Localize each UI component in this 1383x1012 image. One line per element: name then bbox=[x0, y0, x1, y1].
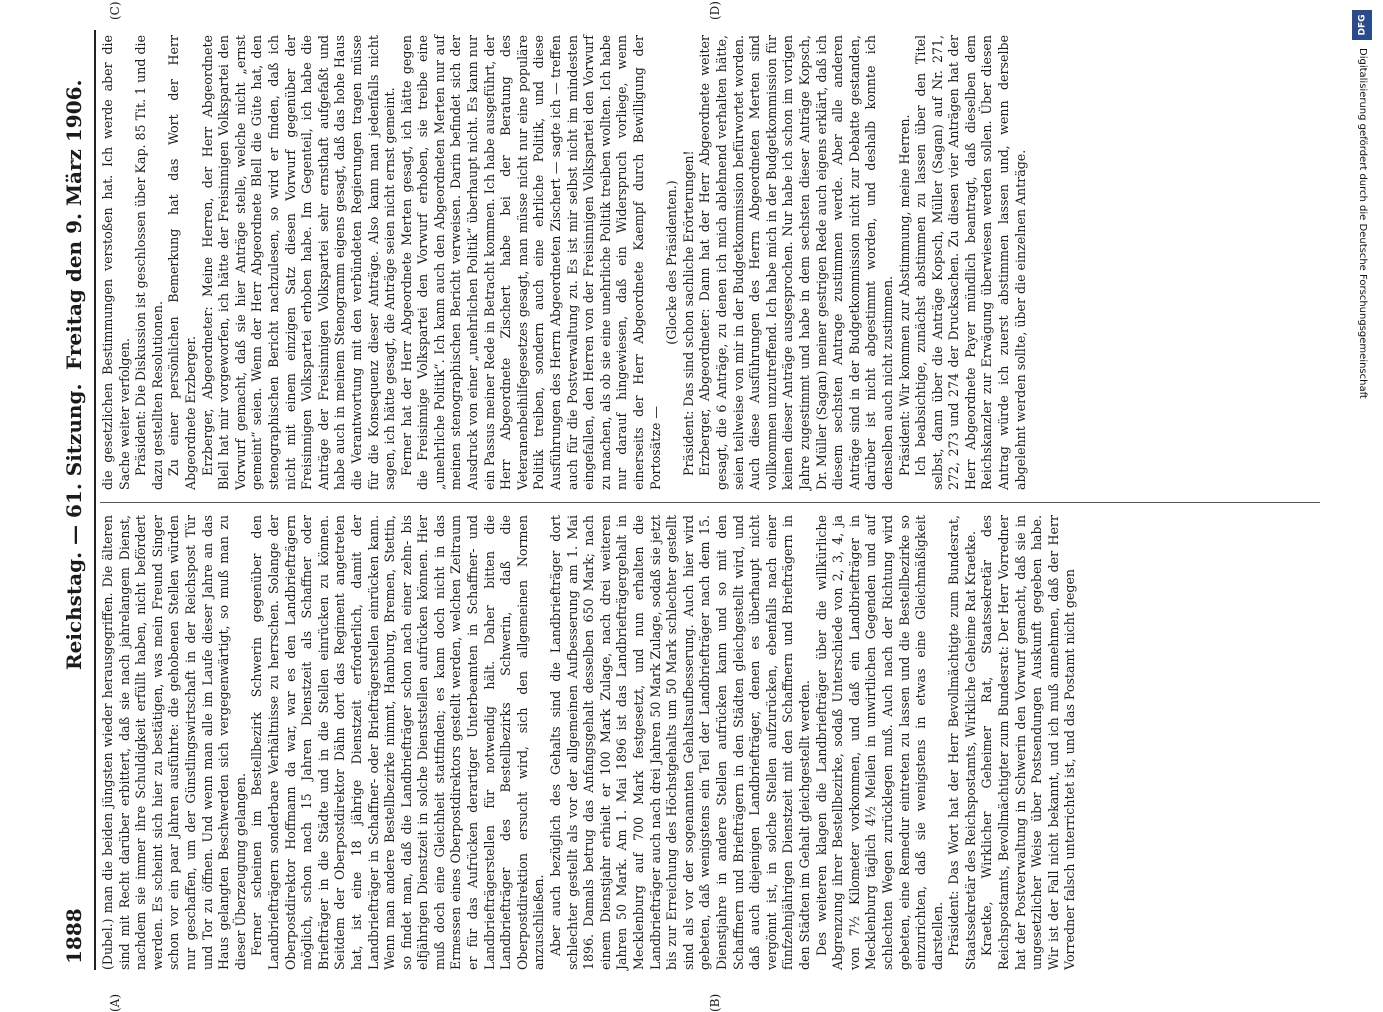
paragraph: (Dubel.) man die beiden jüngsten wieder herausgegriffen. Die älteren sind mit Recht darüber erbittert, daß sie nach jahrelangem Dienst, nachdem sie immer ihre Schuldigkeit erfüllt haben, nicht befördert werden. Es scheint sich hier zu bestätigen, was mein Freund Singer schon vor ein paar Jahren ausführte: die gehobenen Stellen würden nur geschaffen, um der Günstlingswirtschaft in der Reichspost Tür und Tor zu öffnen. Und wenn man alle im Laufe dieser Jahre an das Haus gelangten Beschwerden sich vergegenwärtigt, so muß man zu dieser Überzeugung gelangen. bbox=[100, 515, 248, 970]
left-column bbox=[100, 515, 1079, 970]
paragraph: Ferner scheinen im Bestellbezirk Schwerin gegenüber den Landbriefträgern sonderbare Verhältnisse zu herrschen. Solange der Oberpostdirektor Hoffmann da war, war es den Landbriefträgern möglich, schon nach 15 Jahren Dienstzeit als Schaffner oder Briefträger in die Städte und in die Stellen einrücken zu können. Seitdem der Oberpostdirektor Dähn dort das Regiment angetreten hat, ist eine 18 jährige Dienstzeit erforderlich, damit der Landbriefträger in Schaffner- oder Briefträgerstellen einrücken kann. Wenn man andere Bestellbezirke nimmt, Hamburg, Bremen, Stettin, so findet man, daß die Landbriefträger schon nach einer zehn- bis elfjährigen Dienstzeit in solche Dienststellen aufrücken können. Hier muß doch eine Gleichheit stattfinden; es kann doch nicht in das Ermessen eines Oberpostdirektors gestellt werden, welchen Zeitraum er für das Aufrücken derartiger Unterbeamten in Schaffner- und Landbriefträgerstellen für notwendig hält. Daher bitten die Landbriefträger des Bestellbezirks Schwerin, daß die Oberpostdirektion ersucht wird, sich den allgemeinen Normen anzuschließen. bbox=[249, 515, 547, 970]
paragraph: Präsident: Wir kommen zur Abstimmung, meine Herren. bbox=[896, 114, 912, 476]
paragraph: Zu einer persönlichen Bemerkung hat das Wort der Herr Abgeordnete Erzberger. bbox=[166, 35, 198, 490]
credit-text: Digitalisierung gefördert durch die Deutsche Forschungsgemeinschaft bbox=[1357, 48, 1368, 399]
rotated-page-content bbox=[58, 1, 1328, 1012]
margin-mark-d: (D) bbox=[708, 1, 722, 20]
paragraph: Aber auch bezüglich des Gehalts sind die Landbriefträger dort schlechter gestellt als vor der allgemeinen Aufbesserung am 1. Mai 1896. Damals betrug das Anfangsgehalt desselben 650 Mark; nach einem Dienstjahr erhielt er 100 Mark Zulage, nach drei weiteren Jahren 50 Mark. Am 1. Mai 1896 ist das Landbriefträgergehalt in Mecklenburg auf 700 Mark festgesetzt, und nun erhalten die Landbriefträger auch nach drei Jahren 50 Mark Zulage, sodaß sie jetzt bis zur Erreichung des Höchstgehalts um 50 Mark schlechter gestellt sind als vor der sogenannten Gehaltsaufbesserung. Auch hier wird gebeten, daß wenigstens ein Teil der Landbriefträger nach dem 15. Dienstjahre in andere Stellen aufrücken kann und so mit den Schaffnern und Briefträgern in den Städten gleichgestellt wird, und daß auch diejenigen Landbriefträger, denen es überhaupt nicht vergönnt ist, in solche Stellen aufzurücken, ebenfalls nach einer fünfzehnjährigen Dienstzeit mit den Schaffnern und Briefträgern in den Städten im Gehalt gleichgestellt werden. bbox=[548, 515, 812, 970]
margin-mark-a: (A) bbox=[108, 993, 122, 1012]
paragraph: Präsident: Das Wort hat der Herr Bevollmächtigte zum Bundesrat, Staatssekretär des Reichspostamts, Wirkliche Geheime Rat Kraetke. bbox=[946, 515, 978, 970]
paragraph: Erzberger, Abgeordneter: Meine Herren, der Herr Abgeordnete Blell hat mir vorgeworfen, ich hätte der Freisinnigen Volkspartei den Vorwurf gemacht, daß sie hier Anträge stelle, welche nicht „ernst gemeint“ seien. Wenn der Herr Abgeordnete Blell die Güte hat, den stenographischen Bericht nachzulesen, so wird er finden, daß ich nicht mit einem einzigen Satz diesen Vorwurf gegenüber der Freisinnigen Volkspartei erhoben habe. Im Gegenteil, ich habe die Anträge der Freisinnigen Volkspartei sehr ernsthaft aufgefaßt und habe auch in meinem Stenogramm eigens gesagt, daß das hohe Haus die Verantwortung mit den verbündeten Regierungen tragen müsse für die Konsequenz dieser Anträge. Also kann man jedenfalls nicht sagen, ich hätte gesagt, die Anträge seien nicht ernst gemeint. bbox=[199, 35, 398, 490]
session-title: Reichstag. — 61. Sitzung. bbox=[62, 383, 86, 670]
margin-mark-c: (C) bbox=[108, 1, 122, 20]
stage-direction: (Glocke des Präsidenten.) bbox=[664, 180, 680, 345]
column-divider bbox=[100, 502, 1320, 503]
paragraph: Präsident: Das sind schon sachliche Erörterungen! bbox=[680, 150, 696, 476]
header-rule bbox=[94, 30, 96, 970]
paragraph: Erzberger, Abgeordneter: Dann hat der Herr Abgeordnete weiter gesagt, die 6 Anträge, zu denen ich mich ablehnend verhalten hätte, seien teilweise von mir in der Budgetkommission befürwortet worden. Auch diese Ausführungen des Herrn Abgeordneten Merten sind vollkommen unzutreffend. Ich habe mich in der Budgetkommission für keinen dieser Anträge ausgesprochen. Nur habe ich schon im vorigen Jahre zugestimmt und habe in dem sechsten dieser Anträge Kopsch, Dr. Müller (Sagan) meiner gestrigen Rede auch eigens erklärt, daß ich diesem sechsten Antrage zustimmen werde. Aber alle anderen Anträge sind in der Budgetkommission nicht zur Debatte gestanden, darüber ist nicht abgestimmt worden, und deshalb konnte ich denselben auch nicht zustimmen. bbox=[697, 35, 895, 490]
paragraph: die gesetzlichen Bestimmungen verstoßen hat. Ich werde aber die Sache weiter verfolgen. bbox=[100, 35, 132, 490]
paragraph: Ferner hat der Herr Abgeordnete Merten gesagt, ich hätte gegen die Freisinnige Volkspartei den Vorwurf erhoben, sie treibe eine „unehrliche Politik“. Ich kann auch den Abgeordneten Merten nur auf meinen stenographischen Bericht verweisen. Darin befindet sich der Ausdruck von einer „unehrlichen Politik“ überhaupt nicht. Es kann nur ein Passus meiner Rede in Betracht kommen. Ich habe ausgeführt, der Herr Abgeordnete Zischert habe bei der Beratung des Veteranenbeihilfegesetzes gesagt, man müsse nicht nur eine populäre Politik treiben, sondern auch eine ehrliche Politik, und diese Ausführungen des Herrn Abgeordneten Zischert — sagte ich — treffen auch für die Postverwaltung zu. Es ist mir selbst nicht im mindesten eingefallen, den Herren von der Freisinnigen Volkspartei den Vorwurf zu machen, als ob sie eine unehrliche Politik treiben wollten. Ich habe nur darauf hingewiesen, daß ein Widerspruch vorliege, wenn einerseits der Herr Abgeordnete Kaempf durch Bewilligung der Portosätze — bbox=[398, 35, 663, 490]
dfg-logo: DFG bbox=[1352, 10, 1372, 40]
margin-mark-b: (B) bbox=[708, 993, 722, 1012]
paragraph: Des weiteren klagen die Landbriefträger über die willkürliche Abgrenzung ihrer Bestellbezirke, sodaß Unterschiede von 2, 3, 4, ja von 7½ Kilometer vorkommen, und daß ein Landbriefträger in Mecklenburg täglich 4½ Meilen in unwirtlichen Gegenden und auf schlechten Wegen zurücklegen muß. Auch nach der Richtung wird gebeten, eine Remedur eintreten zu lassen und die Bestellbezirke so einzurichten, daß sie wenigstens in etwas eine Gleichmäßigkeit darstellen. bbox=[813, 515, 945, 970]
digitization-credit bbox=[1354, 48, 1370, 988]
paragraph: Kraetke, Wirklicher Geheimer Rat, Staatssekretär des Reichspostamts, Bevollmächtigter zum Bundesrat: Der Herr Vorredner hat der Postverwaltung in Schwerin den Vorwurf gemacht, daß sie in ungesetzlicher Weise über Postsendungen Auskunft gegeben habe. Wir ist der Fall nicht bekannt, und ich muß annehmen, daß der Herr Vorredner falsch unterrichtet ist, und das Postamt nicht gegen bbox=[979, 515, 1078, 970]
paragraph: Präsident: Die Diskussion ist geschlossen über Kap. 85 Tit. 1 und die dazu gestellten Resolutionen. bbox=[133, 35, 165, 490]
session-date: Freitag den 9. März 1906. bbox=[62, 79, 86, 370]
page-number: 1888 bbox=[62, 908, 86, 964]
right-column bbox=[100, 35, 1029, 490]
page-header bbox=[58, 30, 96, 970]
digitization-sidebar bbox=[1350, 8, 1374, 988]
paragraph: Ich beabsichtige, zunächst abstimmen zu lassen über den Titel selbst, dann über die Anträge Kopsch, Müller (Sagan) auf Nr. 271, 272, 273 und 274 der Drucksachen. Zu diesen vier Anträgen hat der Herr Abgeordnete Payer mündlich beantragt, daß dieselben dem Reichskanzler zur Erwägung überwiesen werden sollen. Über diesen Antrag würde ich zuerst abstimmen lassen und, wenn derselbe abgelehnt werden sollte, über die einzelnen Anträge. bbox=[913, 35, 1028, 490]
